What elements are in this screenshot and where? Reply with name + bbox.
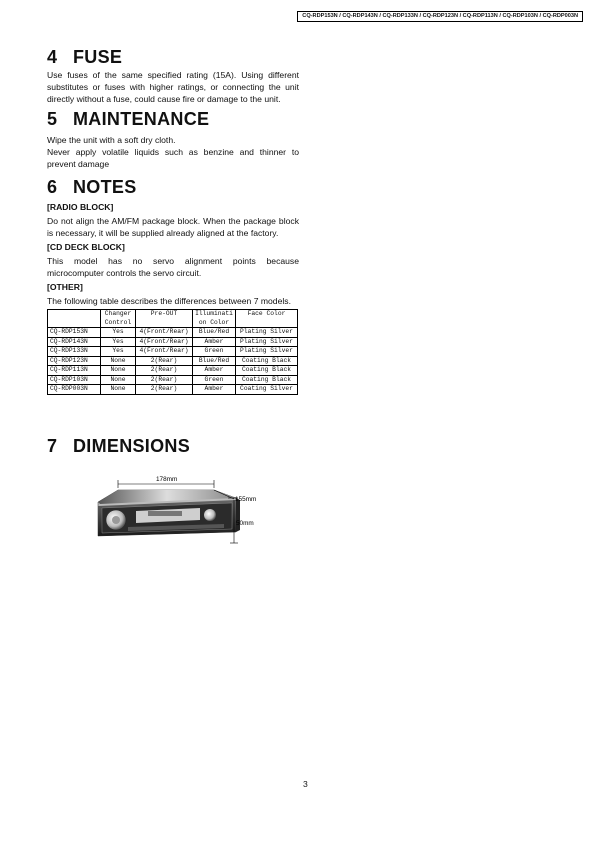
table-row bbox=[48, 356, 298, 366]
table-header-cell: Changer Control bbox=[101, 310, 136, 328]
table-row bbox=[48, 385, 298, 395]
table-cell: Yes bbox=[101, 337, 136, 347]
other-heading: [OTHER] bbox=[47, 282, 83, 292]
page-number: 3 bbox=[303, 779, 308, 789]
width-label: 178mm bbox=[156, 476, 178, 483]
table-cell: 2(Rear) bbox=[136, 375, 193, 385]
dimensions-heading-title: DIMENSIONS bbox=[73, 436, 191, 456]
table-cell: 2(Rear) bbox=[136, 385, 193, 395]
table-header-cell: Face Color bbox=[236, 310, 298, 328]
table-row bbox=[48, 375, 298, 385]
fuse-heading-title: FUSE bbox=[73, 47, 123, 67]
table-cell: 4(Front/Rear) bbox=[136, 337, 193, 347]
dimensions-heading bbox=[47, 436, 299, 456]
fuse-section bbox=[47, 47, 299, 105]
maintenance-heading-title: MAINTENANCE bbox=[73, 109, 210, 129]
maintenance-section bbox=[47, 109, 299, 170]
table-cell: None bbox=[101, 375, 136, 385]
maintenance-heading bbox=[47, 109, 299, 129]
other-text: The following table describes the differences between 7 models. bbox=[47, 296, 291, 306]
table-cell: Coating Silver bbox=[236, 385, 298, 395]
fuse-heading bbox=[47, 47, 299, 67]
height-label: 50mm bbox=[236, 520, 254, 527]
table-cell: Green bbox=[193, 375, 236, 385]
fuse-heading-number: 4 bbox=[47, 47, 58, 67]
table-cell: CQ-RDP123N bbox=[48, 356, 101, 366]
notes-heading-title: NOTES bbox=[73, 177, 137, 197]
table-cell: Blue/Red bbox=[193, 356, 236, 366]
table-cell: Amber bbox=[193, 385, 236, 395]
car-stereo-illustration bbox=[98, 490, 240, 536]
table-cell: Plating Silver bbox=[236, 347, 298, 357]
dimensions-heading-number: 7 bbox=[47, 436, 58, 456]
table-header-row bbox=[48, 310, 298, 328]
table-cell: Coating Black bbox=[236, 356, 298, 366]
table-cell: Yes bbox=[101, 347, 136, 357]
table-cell: Amber bbox=[193, 366, 236, 376]
maintenance-heading-number: 5 bbox=[47, 109, 58, 129]
radio-block-text: Do not align the AM/FM package block. When the package block is necessary, it will be supplied already aligned at the factory. bbox=[47, 216, 299, 238]
table-cell: 2(Rear) bbox=[136, 366, 193, 376]
table-cell: 2(Rear) bbox=[136, 356, 193, 366]
maintenance-line-1: Wipe the unit with a soft dry cloth. bbox=[47, 135, 176, 145]
table-cell: Plating Silver bbox=[236, 328, 298, 338]
table-row bbox=[48, 337, 298, 347]
table-header-cell bbox=[48, 310, 101, 328]
notes-heading bbox=[47, 177, 299, 197]
table-cell: 4(Front/Rear) bbox=[136, 347, 193, 357]
table-cell: Plating Silver bbox=[236, 337, 298, 347]
table-cell: CQ-RDP103N bbox=[48, 375, 101, 385]
table-cell: Yes bbox=[101, 328, 136, 338]
depth-label: 155mm bbox=[235, 496, 257, 503]
table-cell: CQ-RDP133N bbox=[48, 347, 101, 357]
notes-section bbox=[47, 177, 299, 395]
notes-heading-number: 6 bbox=[47, 177, 58, 197]
fuse-text: Use fuses of the same specified rating (15A). Using different substitutes or fuses with higher ratings, or connecting the unit directly without a fuse, could cause fire or damage to the unit. bbox=[47, 70, 299, 104]
table-cell: Coating Black bbox=[236, 366, 298, 376]
table-cell: CQ-RDP003N bbox=[48, 385, 101, 395]
model-differences-table bbox=[47, 309, 298, 395]
table-cell: CQ-RDP113N bbox=[48, 366, 101, 376]
dimensions-drawing bbox=[88, 470, 278, 550]
maintenance-line-2: Never apply volatile liquids such as benzine and thinner to prevent damage bbox=[47, 147, 299, 169]
table-header-cell: Pre-OUT bbox=[136, 310, 193, 328]
table-cell: Amber bbox=[193, 337, 236, 347]
table-cell: CQ-RDP153N bbox=[48, 328, 101, 338]
table-cell: None bbox=[101, 356, 136, 366]
table-row bbox=[48, 328, 298, 338]
table-cell: Blue/Red bbox=[193, 328, 236, 338]
table-cell: Green bbox=[193, 347, 236, 357]
table-cell: 4(Front/Rear) bbox=[136, 328, 193, 338]
table-cell: Coating Black bbox=[236, 375, 298, 385]
cd-deck-block-heading: [CD DECK BLOCK] bbox=[47, 242, 125, 252]
table-cell: None bbox=[101, 366, 136, 376]
table-row bbox=[48, 366, 298, 376]
table-cell: None bbox=[101, 385, 136, 395]
table-header-cell: Illuminati on Color bbox=[193, 310, 236, 328]
radio-block-heading: [RADIO BLOCK] bbox=[47, 202, 114, 212]
table-cell: CQ-RDP143N bbox=[48, 337, 101, 347]
table-row bbox=[48, 347, 298, 357]
cd-deck-block-text: This model has no servo alignment points because microcomputer controls the servo circuit. bbox=[47, 256, 299, 278]
header-model-list: CQ-RDP153N / CQ-RDP143N / CQ-RDP133N / CQ-RDP123N / CQ-RDP113N / CQ-RDP103N / CQ-RDP003N bbox=[297, 11, 583, 22]
dimensions-section bbox=[47, 436, 299, 456]
